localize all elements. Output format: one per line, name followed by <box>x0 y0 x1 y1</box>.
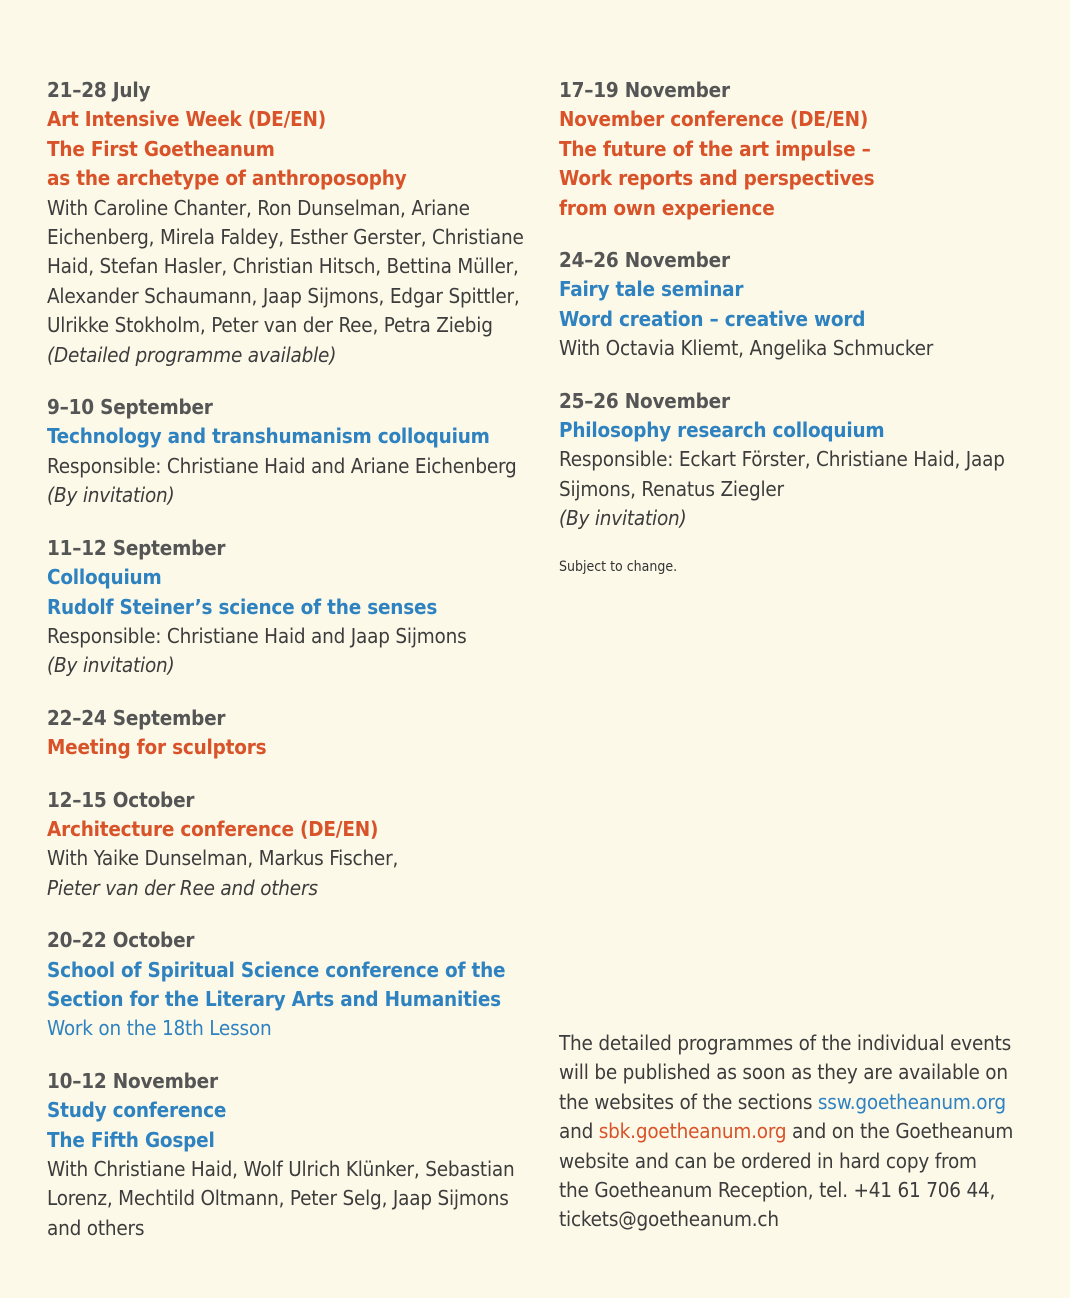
event-date: 22–24 September <box>47 705 226 730</box>
event-participants: With Octavia Kliemt, Angelika Schmucker <box>559 336 934 361</box>
note-text: and on the Goetheanum <box>786 1119 1014 1144</box>
event-note: (By invitation) <box>47 483 175 508</box>
event-entry <box>47 76 524 370</box>
note-text: the websites of the sections <box>559 1089 818 1114</box>
event-entry <box>559 246 1029 364</box>
note-line <box>559 1117 1029 1146</box>
event-participants: Eichenberg, Mirela Faldey, Esther Gerster, Christiane <box>47 225 524 250</box>
event-participants: With Christiane Haid, Wolf Ulrich Klünker, Sebastian <box>47 1157 515 1181</box>
event-entry <box>47 926 517 1044</box>
event-date: 11–12 September <box>47 535 226 560</box>
email-address: tickets@goetheanum.ch <box>559 1207 779 1232</box>
event-entry <box>559 387 1029 534</box>
event-note: (Detailed programme available) <box>47 342 337 367</box>
event-title: Philosophy research colloquium <box>559 418 885 443</box>
event-date: 9–10 September <box>47 395 213 420</box>
event-date: 20–22 October <box>47 928 195 953</box>
event-participants: Ulrikke Stokholm, Peter van der Ree, Petra Ziebig <box>47 313 493 338</box>
right-column <box>559 76 1029 577</box>
event-entry <box>47 393 517 511</box>
event-date: 12–15 October <box>47 787 195 812</box>
event-title: Work reports and perspectives <box>559 166 875 191</box>
event-participants: Lorenz, Mechtild Oltmann, Peter Selg, Jaap Sijmons <box>47 1186 509 1211</box>
ssw-website-link[interactable]: ssw.goetheanum.org <box>817 1089 1006 1114</box>
event-title: The First Goetheanum <box>47 136 275 161</box>
event-note: (By invitation) <box>47 653 175 678</box>
subject-to-change-note: Subject to change. <box>559 558 678 575</box>
event-title: Rudolf Steiner’s science of the senses <box>47 594 438 619</box>
event-title: Fairy tale seminar <box>559 277 744 302</box>
event-entry <box>47 786 517 904</box>
event-title: from own experience <box>559 195 775 220</box>
event-title: Meeting for sculptors <box>47 735 267 760</box>
event-title: November conference (DE/EN) <box>559 107 869 132</box>
event-entry <box>559 76 1029 223</box>
note-line: The detailed programmes of the individual events <box>559 1031 1012 1055</box>
event-participants: Responsible: Eckart Förster, Christiane Haid, Jaap <box>559 447 1005 472</box>
note-line <box>559 1088 1029 1117</box>
event-title: Study conference <box>47 1098 227 1123</box>
event-entry <box>47 534 517 681</box>
event-title: Section for the Literary Arts and Humanities <box>47 986 501 1011</box>
event-date: 21–28 July <box>47 78 151 102</box>
note-line: website and can be ordered in hard copy from <box>559 1148 977 1173</box>
event-participants: and others <box>47 1215 145 1240</box>
event-title: Architecture conference (DE/EN) <box>47 816 379 841</box>
event-date: 24–26 November <box>559 248 730 273</box>
event-title: School of Spiritual Science conference of the <box>47 957 506 982</box>
event-participants: Responsible: Christiane Haid and Ariane Eichenberg <box>47 453 517 478</box>
event-participants: Sijmons, Renatus Ziegler <box>559 476 784 501</box>
event-note: (By invitation) <box>559 506 687 531</box>
left-column <box>47 76 524 1266</box>
event-participants: Alexander Schaumann, Jaap Sijmons, Edgar Spittler, <box>47 283 520 308</box>
event-participants: Haid, Stefan Hasler, Christian Hitsch, Bettina Müller, <box>47 254 519 279</box>
event-title: Colloquium <box>47 565 162 590</box>
event-title: The Fifth Gospel <box>47 1127 215 1152</box>
event-participants: With Yaike Dunselman, Markus Fischer, <box>47 846 399 871</box>
event-title: Technology and transhumanism colloquium <box>47 424 490 449</box>
event-title: as the archetype of anthroposophy <box>47 166 407 191</box>
event-note: Pieter van der Ree and others <box>47 875 318 900</box>
event-entry <box>47 1067 517 1243</box>
note-line: will be published as soon as they are available on <box>559 1060 1008 1085</box>
event-subtitle: Work on the 18th Lesson <box>47 1016 272 1041</box>
event-entry <box>47 704 517 763</box>
event-title: The future of the art impulse – <box>559 136 871 161</box>
event-participants: With Caroline Chanter, Ron Dunselman, Ariane <box>47 195 470 220</box>
event-date: 10–12 November <box>47 1068 218 1093</box>
note-line: the Goetheanum Reception, tel. +41 61 706 44, <box>559 1178 996 1203</box>
publication-note <box>559 1029 1029 1235</box>
event-title: Art Intensive Week (DE/EN) <box>47 107 326 132</box>
event-date: 25–26 November <box>559 388 730 413</box>
event-date: 17–19 November <box>559 78 730 102</box>
event-title: Word creation – creative word <box>559 306 866 331</box>
sbk-website-link[interactable]: sbk.goetheanum.org <box>598 1119 787 1144</box>
note-text: and <box>559 1119 599 1144</box>
event-participants: Responsible: Christiane Haid and Jaap Sijmons <box>47 623 467 648</box>
